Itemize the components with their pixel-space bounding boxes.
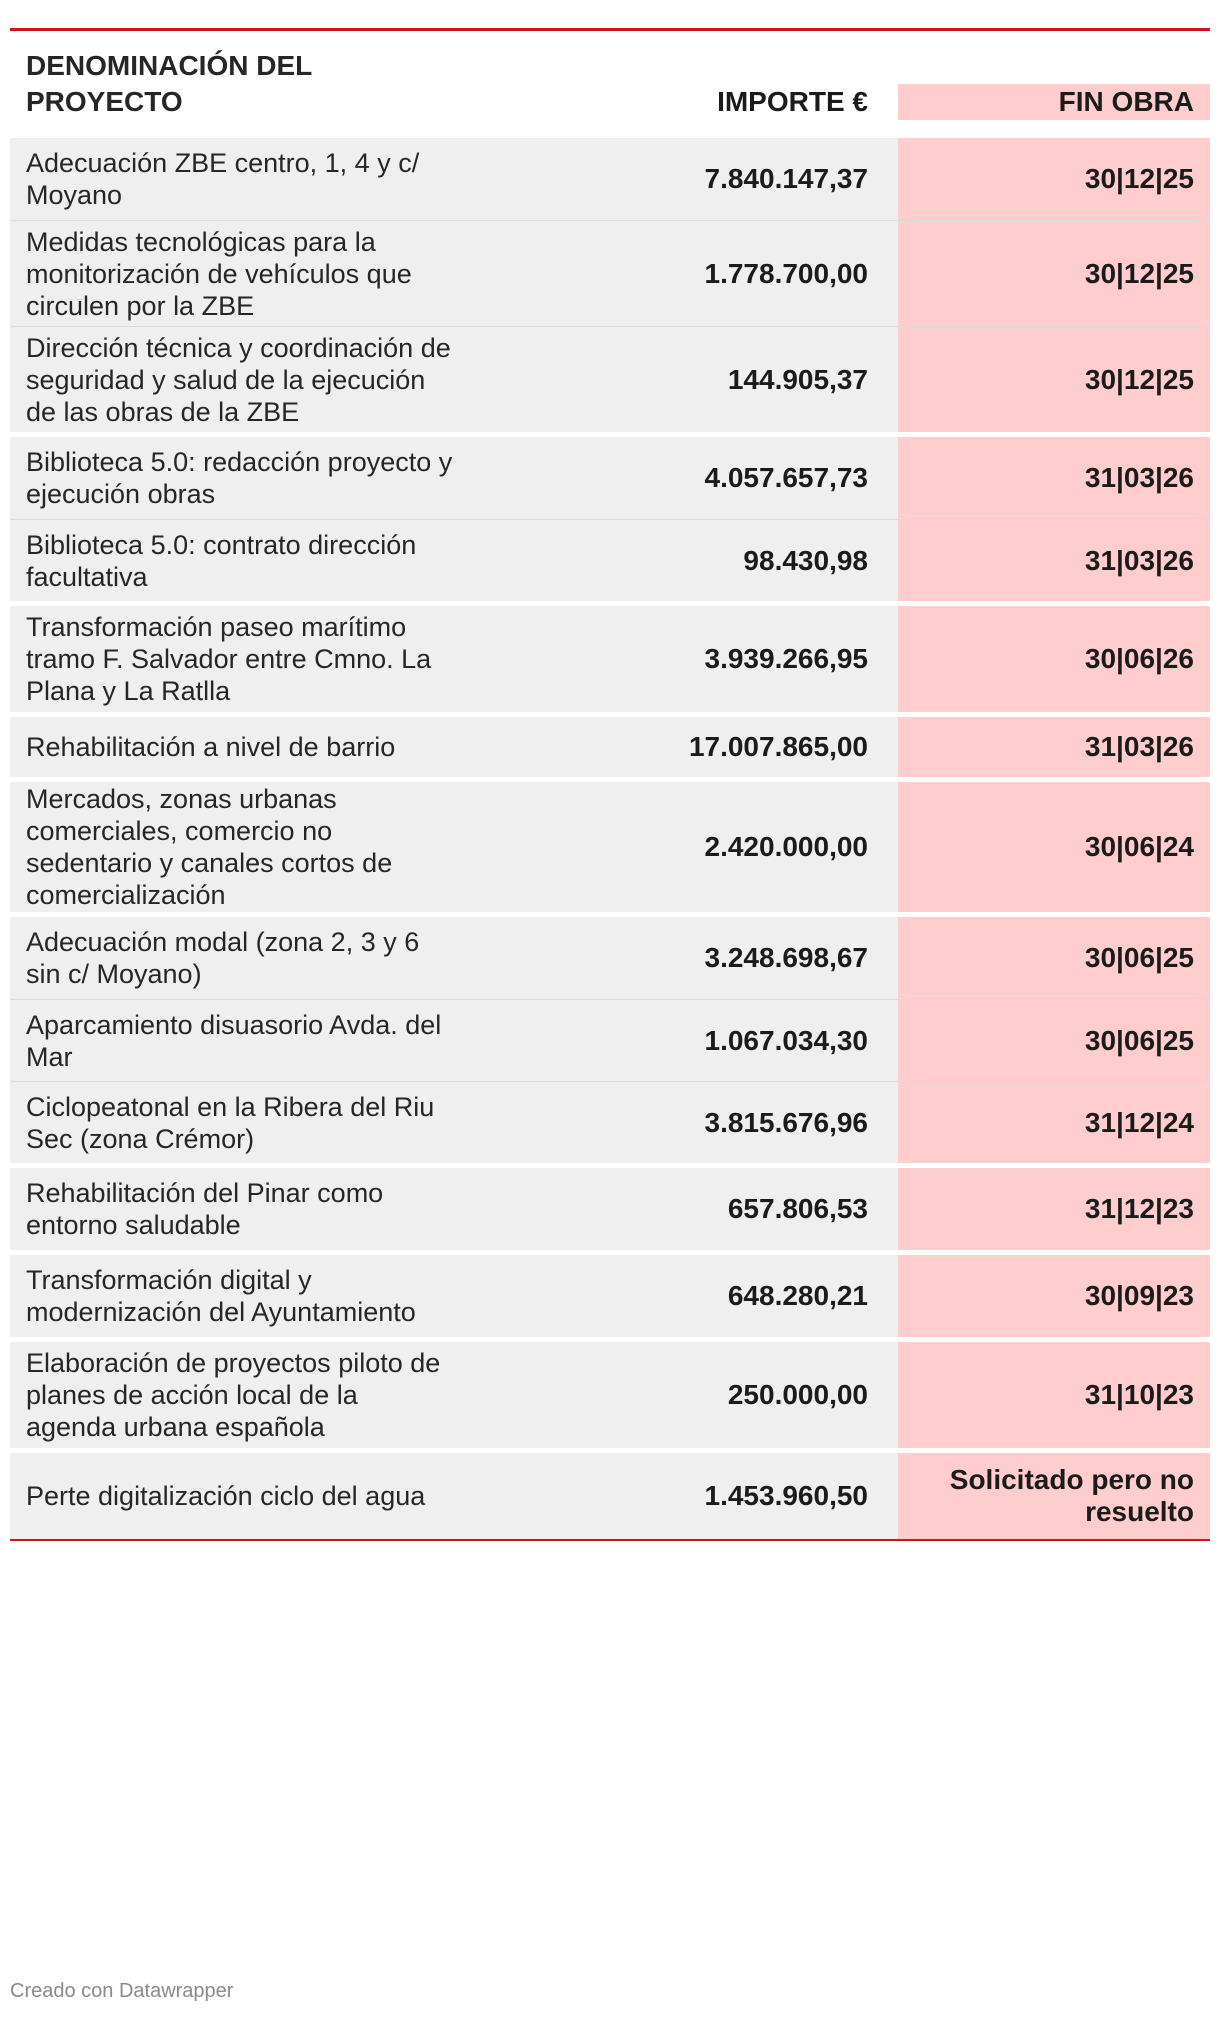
table-row xyxy=(10,220,1210,326)
amount-value: 3.248.698,67 xyxy=(704,942,868,973)
project-name: Elaboración de proyectos piloto de planes de acción local de la agenda urbana española xyxy=(26,1348,441,1442)
amount-value: 250.000,00 xyxy=(727,1379,868,1410)
end-date: 30|06|24 xyxy=(898,782,1210,912)
amount-value: 3.939.266,95 xyxy=(704,643,868,674)
amount-value: 98.430,98 xyxy=(743,544,868,576)
amount-value: 17.007.865,00 xyxy=(688,731,868,762)
projects-table xyxy=(10,28,1210,1541)
table-header xyxy=(10,31,1210,138)
amount-value: 648.280,21 xyxy=(727,1280,868,1311)
project-name: Transformación paseo marítimo tramo F. Salvador entre Cmno. La Plana y La Ratlla xyxy=(26,612,432,706)
row-group xyxy=(10,432,1210,601)
amount-value: 7.840.147,37 xyxy=(704,163,868,194)
end-date: 31|03|26 xyxy=(898,717,1210,777)
header-end[interactable]: FIN OBRA xyxy=(898,84,1210,120)
header-amount[interactable]: IMPORTE € xyxy=(717,86,868,117)
project-name: Adecuación modal (zona 2, 3 y 6 sin c/ Moyano) xyxy=(26,927,420,989)
project-name: Rehabilitación a nivel de barrio xyxy=(26,732,396,762)
table-row xyxy=(10,606,1210,712)
row-group xyxy=(10,777,1210,912)
table-row xyxy=(10,999,1210,1081)
amount-value: 3.815.676,96 xyxy=(704,1106,868,1138)
table-row xyxy=(10,782,1210,912)
amount-value: 1.453.960,50 xyxy=(704,1480,868,1511)
end-date: 31|03|26 xyxy=(898,520,1210,601)
end-date: 30|12|25 xyxy=(898,138,1210,220)
project-name: Aparcamiento disuasorio Avda. del Mar xyxy=(26,1009,442,1072)
project-name: Perte digitalización ciclo del agua xyxy=(26,1481,426,1511)
table-bottom-rule xyxy=(10,1539,1210,1541)
table-row xyxy=(10,326,1210,432)
table-row xyxy=(10,1168,1210,1250)
end-date: 30|06|25 xyxy=(898,917,1210,999)
row-group xyxy=(10,712,1210,777)
amount-value: 1.778.700,00 xyxy=(704,257,868,289)
amount-value: 1.067.034,30 xyxy=(704,1024,868,1056)
credit-footer: Creado con Datawrapper xyxy=(10,1980,234,2002)
end-date: 31|10|23 xyxy=(898,1342,1210,1448)
table-row xyxy=(10,1081,1210,1163)
project-name: Rehabilitación del Pinar como entorno saludable xyxy=(26,1178,384,1240)
table-row xyxy=(10,1342,1210,1448)
project-name: Biblioteca 5.0: contrato dirección facultativa xyxy=(26,529,417,592)
project-name: Mercados, zonas urbanas comerciales, comercio no sedentario y canales cortos de comercialización xyxy=(26,784,393,910)
end-date: 30|09|23 xyxy=(898,1255,1210,1337)
row-group xyxy=(10,138,1210,432)
amount-value: 657.806,53 xyxy=(727,1193,868,1224)
amount-value: 144.905,37 xyxy=(727,363,868,395)
table-row xyxy=(10,1453,1210,1539)
end-date: 31|12|24 xyxy=(898,1082,1210,1163)
row-group xyxy=(10,601,1210,712)
project-name: Ciclopeatonal en la Ribera del Riu Sec (zona Crémor) xyxy=(26,1091,435,1154)
row-group xyxy=(10,912,1210,1163)
project-name: Dirección técnica y coordinación de seguridad y salud de la ejecución de las obras de la ZBE xyxy=(26,332,451,427)
amount-value: 4.057.657,73 xyxy=(704,462,868,493)
row-group xyxy=(10,1250,1210,1337)
project-name: Biblioteca 5.0: redacción proyecto y ejecución obras xyxy=(26,447,453,509)
end-date: 31|03|26 xyxy=(898,437,1210,519)
end-date: 30|06|25 xyxy=(898,1000,1210,1081)
table-row xyxy=(10,437,1210,519)
table-row xyxy=(10,917,1210,999)
table-row xyxy=(10,1255,1210,1337)
end-date: 30|12|25 xyxy=(898,327,1210,432)
end-date: Solicitado pero no resuelto xyxy=(898,1453,1210,1539)
table-row xyxy=(10,717,1210,777)
row-group xyxy=(10,1448,1210,1539)
end-date: 31|12|23 xyxy=(898,1168,1210,1250)
row-group xyxy=(10,1163,1210,1250)
project-name: Transformación digital y modernización del Ayuntamiento xyxy=(26,1265,416,1327)
header-project[interactable]: DENOMINACIÓN DEL PROYECTO xyxy=(26,50,312,117)
table-body xyxy=(10,138,1210,1539)
end-date: 30|12|25 xyxy=(898,221,1210,326)
project-name: Medidas tecnológicas para la monitorización de vehículos que circulen por la ZBE xyxy=(26,226,412,321)
amount-value: 2.420.000,00 xyxy=(704,831,868,862)
table-row xyxy=(10,138,1210,220)
row-group xyxy=(10,1337,1210,1448)
table-row xyxy=(10,519,1210,601)
project-name: Adecuación ZBE centro, 1, 4 y c/ Moyano xyxy=(26,148,420,210)
end-date: 30|06|26 xyxy=(898,606,1210,712)
